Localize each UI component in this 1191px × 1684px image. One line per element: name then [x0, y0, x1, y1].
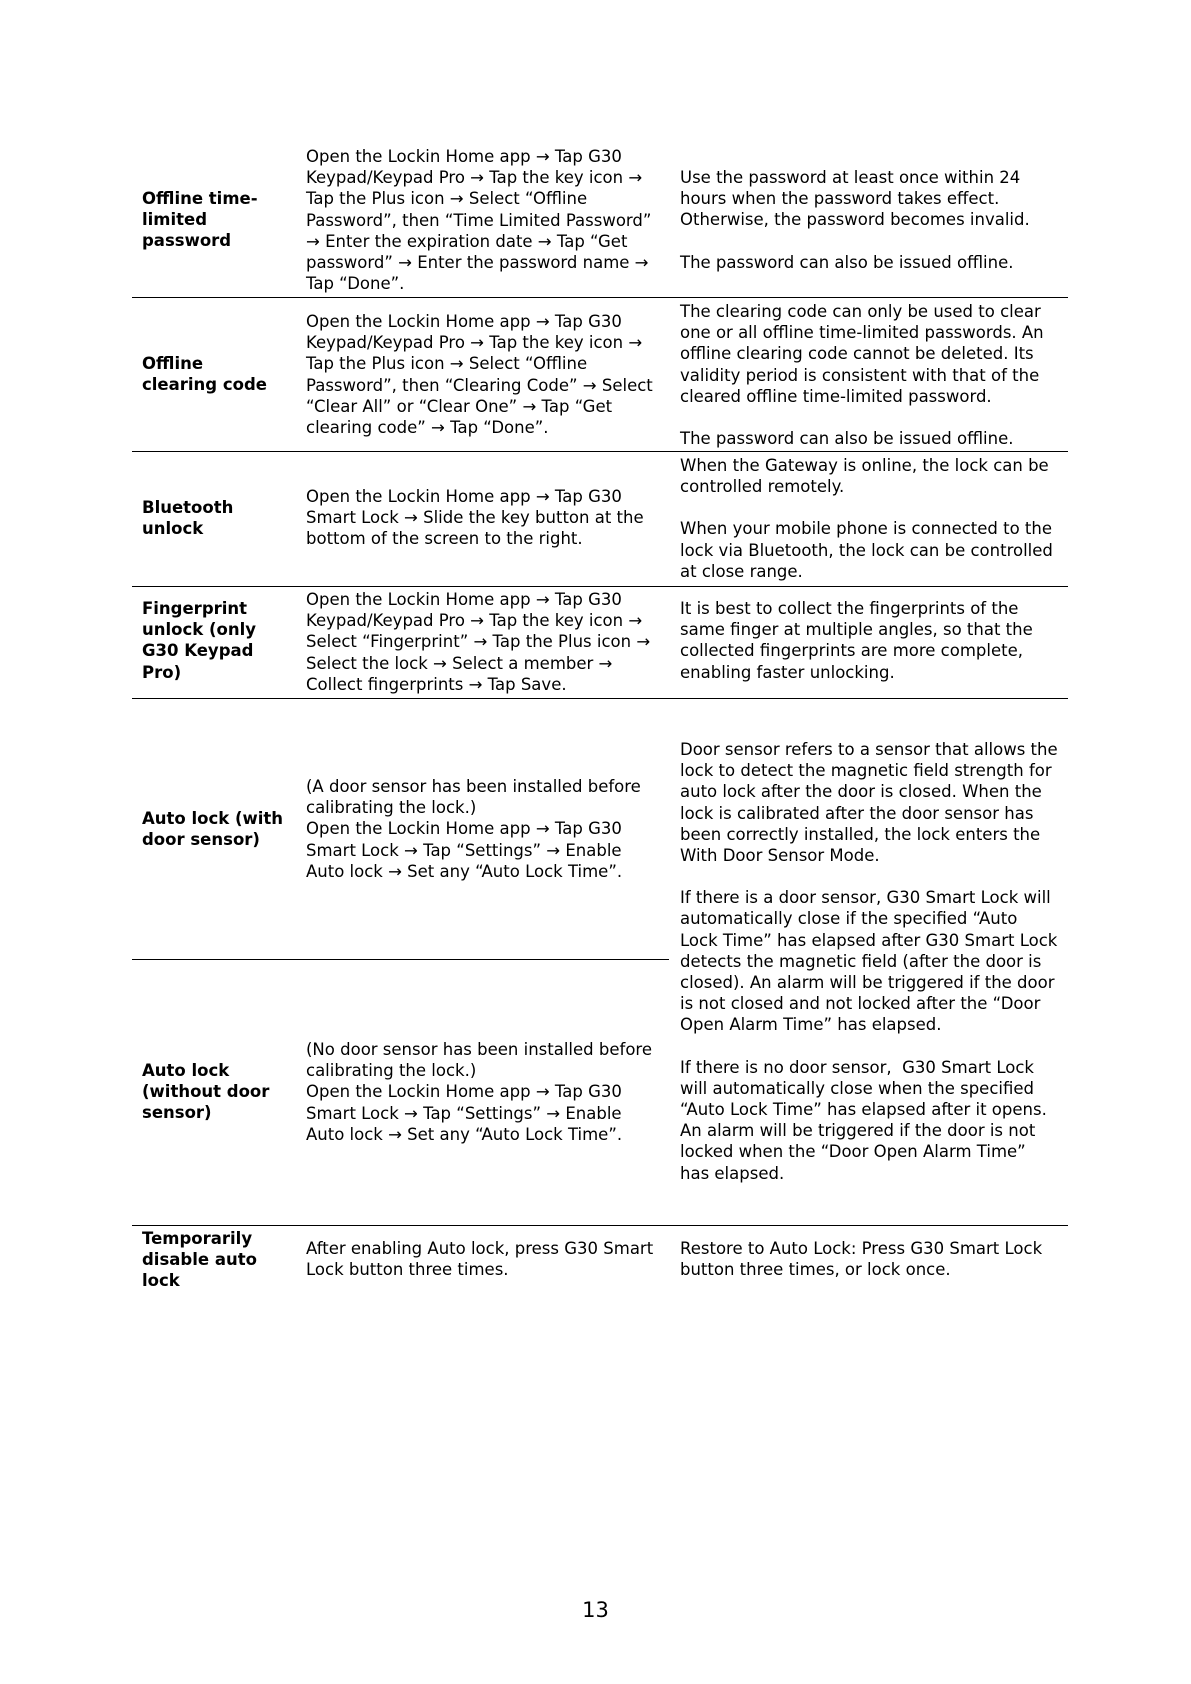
row-divider-partial	[132, 959, 669, 960]
row-steps: (No door sensor has been installed before calibrating the lock.) Open the Lockin Home app → Tap G30 Smart Lock → Tap “Settings” → Enable Auto lock → Set any “Auto Lock Time”.	[306, 1040, 652, 1144]
row-label: Auto lock (with door sensor)	[142, 809, 284, 850]
row-label: Bluetooth unlock	[142, 498, 234, 539]
row-divider	[132, 451, 1068, 452]
row-steps: (A door sensor has been installed before calibrating the lock.) Open the Lockin Home app → Tap G30 Smart Lock → Tap “Settings” → Enable Auto lock → Set any “Auto Lock Time”.	[306, 777, 641, 881]
row-divider	[132, 1225, 1068, 1226]
row-steps: Open the Lockin Home app → Tap G30 Keypad/Keypad Pro → Tap the key icon → Tap the Plus icon → Select “Offline Password”, then “Clearing Code” → Select “Clear All” or “Clear One” → Tap “Get clearing code” → Tap “Done”.	[306, 312, 659, 438]
row-label: Offline time-limited password	[142, 189, 258, 251]
row-steps: Open the Lockin Home app → Tap G30 Keypad/Keypad Pro → Tap the key icon → Tap the Plus icon → Select “Offline Password”, then “Time Limited Password” → Enter the expiration date → Tap “Get password” → Enter the password name → Tap “Done”.	[306, 147, 657, 294]
page-number: 13	[582, 1598, 609, 1622]
row-notes: The clearing code can only be used to clear one or all offline time-limited passwords. An offline clearing code cannot be deleted. Its validity period is consistent with that of the cleared offline time-limited password. The password can also be issued offline.	[680, 302, 1049, 449]
row-label: Auto lock (without door sensor)	[142, 1061, 270, 1123]
row-label: Offline clearing code	[142, 354, 267, 395]
row-steps: Open the Lockin Home app → Tap G30 Smart Lock → Slide the key button at the bottom of the screen to the right.	[306, 487, 649, 549]
row-notes: Restore to Auto Lock: Press G30 Smart Lock button three times, or lock once.	[680, 1239, 1048, 1280]
auto-lock-notes: Door sensor refers to a sensor that allows the lock to detect the magnetic field strength for auto lock after the door is closed. When the lock is calibrated after the door sensor has been correctly installed, the lock enters the With Door Sensor Mode. If there is a door sensor, G30 Smart Lock will automatically close if the specified “Auto Lock Time” has elapsed after G30 Smart Lock detects the magnetic field (after the door is closed). An alarm will be triggered if the door is not closed and not locked after the “Door Open Alarm Time” has elapsed. If there is no door sensor, G30 Smart Lock will automatically close when the specified “Auto Lock Time” has elapsed after it opens. An alarm will be triggered if the door is not locked when the “Door Open Alarm Time” has elapsed.	[680, 740, 1063, 1183]
row-divider	[132, 586, 1068, 587]
row-divider	[132, 698, 1068, 699]
row-label: Fingerprint unlock (only G30 Keypad Pro)	[142, 599, 257, 682]
row-notes: Use the password at least once within 24 hours when the password takes effect. Otherwise, the password becomes invalid. The password can also be issued offline.	[680, 168, 1030, 272]
row-label: Temporarily disable auto lock	[142, 1229, 257, 1291]
row-divider	[132, 297, 1068, 298]
row-steps: Open the Lockin Home app → Tap G30 Keypad/Keypad Pro → Tap the key icon → Select “Fingerprint” → Tap the Plus icon → Select the lock → Select a member → Collect fingerprints → Tap Save.	[306, 590, 656, 694]
row-steps: After enabling Auto lock, press G30 Smart Lock button three times.	[306, 1239, 659, 1280]
row-notes: When the Gateway is online, the lock can be controlled remotely. When your mobile phone is connected to the lock via Bluetooth, the lock can be controlled at close range.	[680, 456, 1059, 581]
row-notes: It is best to collect the fingerprints of the same finger at multiple angles, so that the collected fingerprints are more complete, enabling faster unlocking.	[680, 599, 1039, 682]
